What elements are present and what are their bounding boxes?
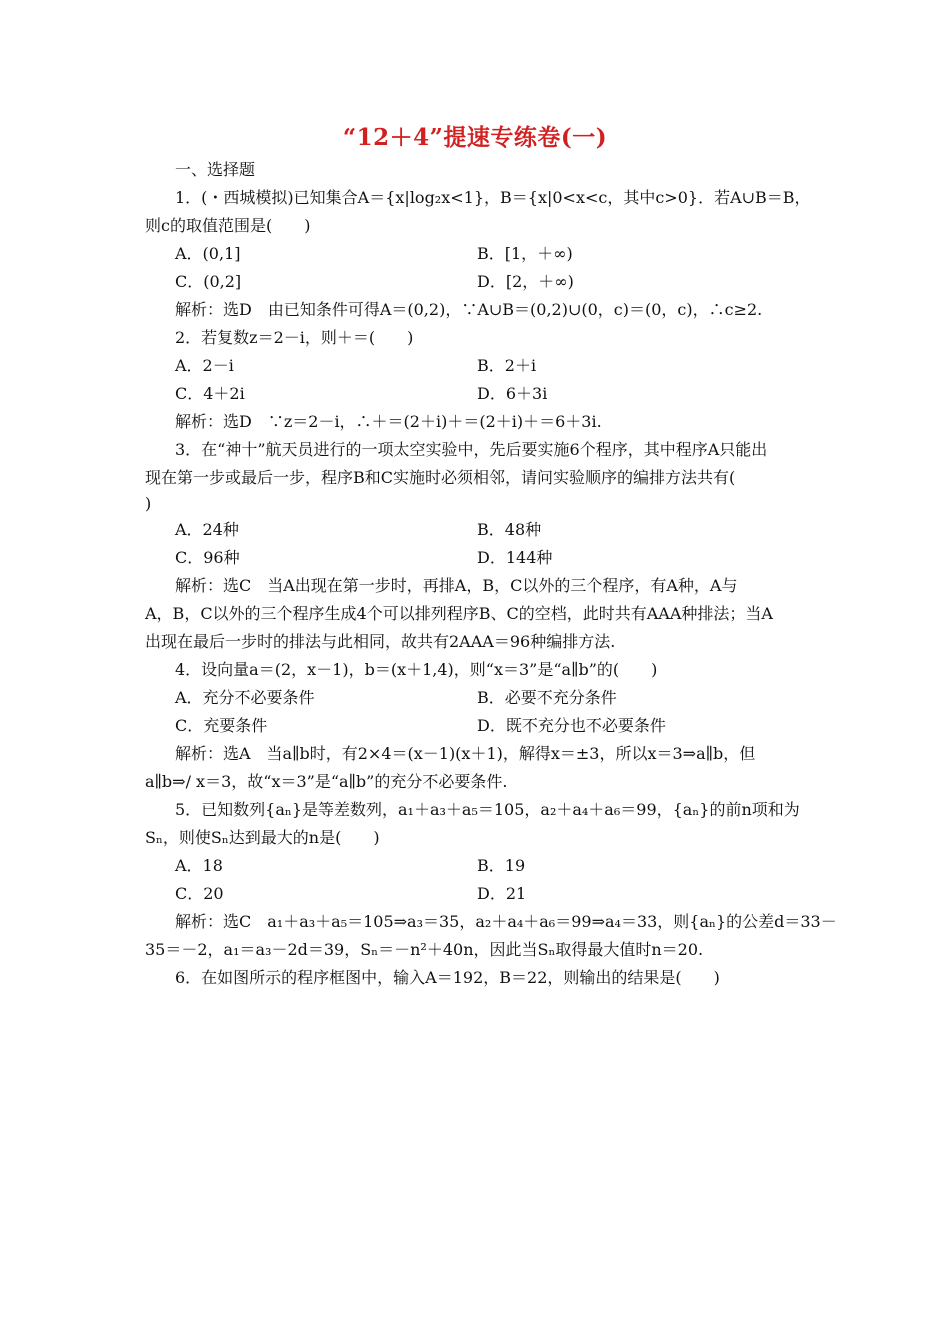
question-6-stem: 6．在如图所示的程序框图中，输入A＝192，B＝22，则输出的结果是( ) [175, 968, 720, 987]
question-3-solution-cont: A，B，C以外的三个程序生成4个可以排列程序B、C的空档，此时共有AAA种排法；当A [145, 604, 773, 623]
question-5-option-c: C．20 [175, 884, 224, 903]
question-3-option-c: C．96种 [175, 548, 240, 567]
section-heading: 一、选择题 [175, 160, 256, 179]
question-5-option-a: A．18 [175, 856, 223, 875]
question-5-solution-cont: 35＝－2，a₁＝a₃－2d＝39，Sₙ＝－n²＋40n，因此当Sₙ取得最大值时n＝20. [145, 940, 704, 959]
question-4-stem: 4．设向量a＝(2，x－1)，b＝(x＋1,4)，则“x＝3”是“a∥b”的( ) [175, 660, 658, 679]
question-1-option-b: B．[1，＋∞) [477, 244, 573, 263]
question-3-solution: 解析：选C 当A出现在第一步时，再排A，B，C以外的三个程序，有A种，A与 [175, 576, 738, 595]
question-1-stem-cont: 则c的取值范围是( ) [145, 216, 311, 235]
question-3-solution-cont-2: 出现在最后一步时的排法与此相同，故共有2AAA＝96种编排方法. [145, 632, 616, 651]
question-1-option-c: C．(0,2] [175, 272, 242, 291]
question-4-option-b: B．必要不充分条件 [477, 688, 617, 707]
question-5-option-d: D．21 [477, 884, 527, 903]
question-4-solution-cont: a∥b⇒/ x＝3，故“x＝3”是“a∥b”的充分不必要条件. [145, 772, 508, 791]
question-2-option-c: C．4＋2i [175, 384, 245, 403]
question-3-option-b: B．48种 [477, 520, 542, 539]
question-3-option-a: A．24种 [175, 520, 239, 539]
question-2-option-a: A．2－i [175, 356, 234, 375]
question-4-option-c: C．充要条件 [175, 716, 268, 735]
question-4-solution: 解析：选A 当a∥b时，有2×4＝(x－1)(x＋1)，解得x＝±3，所以x＝3⇒a∥b，但 [175, 744, 756, 763]
question-4-option-a: A．充分不必要条件 [175, 688, 315, 707]
question-2-option-b: B．2＋i [477, 356, 537, 375]
question-5-stem: 5．已知数列{aₙ}是等差数列，a₁＋a₃＋a₅＝105，a₂＋a₄＋a₆＝99，{aₙ}的前n项和为 [175, 800, 800, 819]
question-1-stem: 1．(・西城模拟)已知集合A＝{x|log₂x<1}，B＝{x|0<x<c，其中c>0}．若A∪B＝B， [175, 188, 811, 207]
question-5-solution: 解析：选C a₁＋a₃＋a₅＝105⇒a₃＝35，a₂＋a₄＋a₆＝99⇒a₄＝33，则{aₙ}的公差d＝33－ [175, 912, 837, 931]
question-5-option-b: B．19 [477, 856, 526, 875]
question-2-solution: 解析：选D ∵z＝2－i，∴＋＝(2＋i)＋＝(2＋i)＋＝6＋3i. [175, 412, 602, 431]
question-1-option-d: D．[2，＋∞) [477, 272, 574, 291]
question-3-stem: 3．在“神十”航天员进行的一项太空实验中，先后要实施6个程序，其中程序A只能出 [175, 440, 768, 459]
question-5-stem-cont: Sₙ，则使Sₙ达到最大的n是( ) [145, 828, 380, 847]
question-1-option-a: A．(0,1] [175, 244, 241, 263]
page-title: “12＋4”提速专练卷(一) [342, 124, 608, 151]
question-3-stem-cont: 现在第一步或最后一步，程序B和C实施时必须相邻，请问实验顺序的编排方法共有( [145, 468, 736, 487]
question-1-solution: 解析：选D 由已知条件可得A＝(0,2)，∵A∪B＝(0,2)∪(0，c)＝(0，c)，∴c≥2. [175, 300, 763, 319]
question-4-option-d: D．既不充分也不必要条件 [477, 716, 666, 735]
question-2-stem: 2．若复数z＝2－i，则＋＝( ) [175, 328, 414, 347]
question-3-stem-cont-2: ) [145, 494, 152, 513]
question-3-option-d: D．144种 [477, 548, 553, 567]
question-2-option-d: D．6＋3i [477, 384, 548, 403]
